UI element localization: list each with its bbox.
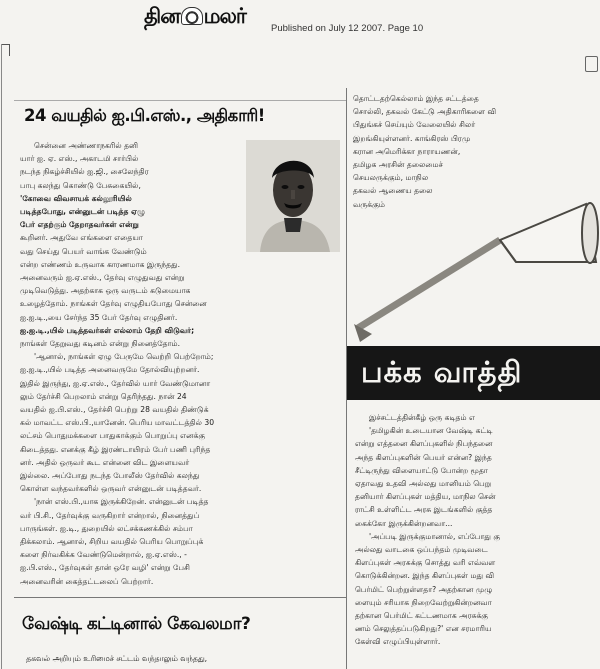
second-headline: வேஷ்டி கட்டினால் கேவலமா? [22, 614, 251, 634]
lower-line: பெர்மிட் பெற்றுள்ளதா? அதற்கான முழு [355, 584, 493, 594]
body-line: 'நான் எஸ்.பி.,யாக இருக்கிறேன். என்னுடன் படித்த [34, 497, 209, 507]
body-line: லும் தேர்ச்சி பெறலாம் என்று தெரிந்தது. நான் 24 [20, 391, 187, 401]
lower-line: ணம் செலுத்தப்படுகிறது?' என சரமாரிய [355, 624, 492, 634]
continuation-line: வருக்கும் [353, 199, 385, 209]
body-line: லட்சம் பொதுமக்களை பாதுகாக்கும் பொறுப்பு எனக்கு [20, 431, 206, 441]
body-line: ஐ.பி.எஸ்., தேர்வுகள் தான் ஒரே வழி' என்று பேசி [20, 563, 190, 573]
continuation-line: இறங்கியுள்ளனர். காங்கிரஸ் பிரமு [353, 133, 471, 143]
intro-line: 'கோவை விவசாயக் கல்லூரியில் [20, 193, 132, 203]
body-line: உழைத்தோம். நாங்கள் தேர்வு எழுதியபோது சென்னை [20, 299, 207, 309]
body-line: இதில் இருந்து, ஐ.ஏ.எஸ்., தேர்வில் யார் வேண்டுமானா [20, 378, 211, 388]
right-column-lower [355, 411, 600, 649]
masthead-part1: தின [144, 4, 180, 28]
body-line: இல்லை. அப்போது நடந்த போலீஸ் தேர்வில் கலந்து [20, 471, 200, 481]
body-line: ஐ.ஐ.டி.,யை சேர்ந்த 35 பேர் தேர்வு எழுதினர். [20, 312, 178, 322]
column-banner [347, 346, 600, 400]
body-line: அனைவரும் ஐ.ஏ.எஸ்., தேர்வு எழுதுவது என்று [20, 273, 185, 283]
body-line: என்ற எண்ணம் உருவாக காரணமாக இருந்தது. [20, 259, 181, 269]
body-line: ஐ.ஐ.டி.,யில் படித்த அனைவருமே தோல்வியுற்றனர். [20, 365, 200, 375]
lower-line: தனியார் கிளப்புகள் மத்திய, மாநில சென் [355, 492, 496, 502]
article-divider [14, 597, 346, 598]
intro-line: யார் ஐ. ஏ. எஸ்., அகாடமி சார்பில் [20, 154, 139, 164]
lower-line: கொடுக்கின்றன. இந்த கிளப்புகள் மது வி [355, 571, 495, 581]
body-line: நாங்கள் தேறுவது கடினம் என்று நினைத்தோம். [20, 339, 181, 349]
column-banner-title: பக்க வாத்தி [361, 355, 523, 389]
continuation-line: தகவல் ஆணைய தலை [353, 186, 433, 196]
continuation-line: தொட்டதற்கெல்லாம் இந்த சட்டத்தை [353, 94, 479, 103]
body-line: வயதில் ஐ.பி.எஸ்., தேர்ச்சி பெற்று 28 வயதில் திண்டுக் [20, 405, 209, 415]
lower-line: அந்த கிளப்புகளின் பெயர் என்ன? இந்த [355, 452, 492, 462]
body-line: கூறினர். அதுவே எங்களை எதையா [20, 233, 143, 243]
body-line: வர் பி.சி., தேர்வுக்கு வருகிறார் என்றால், நினைத்துப் [20, 510, 200, 520]
body-line: களை நிர்வகிக்க வேண்டுமென்றால், ஐ.ஏ.எஸ்., - [20, 550, 187, 560]
body-line: னர். அதில் ஒருவர் கூட என்னை விட இளையவர் [20, 457, 190, 467]
corner-mark-vertical [9, 44, 10, 56]
left-page-edge [1, 44, 2, 669]
intro-line: சென்னை அண்ணாநகரில் தனி [34, 141, 139, 150]
corner-mark [2, 44, 9, 45]
lower-line: கேள்வி எழுப்பியுள்ளார். [355, 637, 441, 647]
body-line: பேர் எதற்கும் தேறாதவர்கள் என்று [20, 220, 139, 230]
top-divider [14, 100, 346, 101]
body-line: அனைவரின் கைத்தட்டலைப் பெற்றார். [20, 576, 154, 586]
body-line: திக்கலாம். ஆனால், சிறிய வயதில் பெரிய பொறுப்புக் [20, 537, 204, 547]
right-column-continuation [353, 92, 600, 211]
masthead-logo-icon [181, 7, 203, 25]
lower-line: அல்லது வாடகை ஒப்பந்தம் முடிவடை [355, 545, 488, 555]
lower-line: ளையும் சரியாக நிறைவேற்றுகின்றனவா [355, 597, 492, 607]
article-intro [20, 139, 245, 205]
lower-line: ஏதாவது உதவி அல்லது மானியம் பெறு [355, 479, 492, 489]
body-line: கிடைத்தது. எனக்கு கீழ் இரண்டாயிரம் பேர் பணி புரிந்த [20, 444, 211, 454]
body-line: படித்தபோது, என்னுடன் படித்த ஏழு [20, 207, 146, 216]
lower-line: ராட்சி உள்ளிட்ட அரசு இடங்களில் குத்த [355, 505, 493, 515]
continuation-line: பிதுங்கச் செய்யும் வேலையில் சிலர் [353, 120, 476, 130]
lower-line: தற்கான பெர்மிட் கட்டணமாக அரசுக்கு [355, 611, 489, 621]
masthead-part2: மலர் [203, 4, 246, 28]
lower-line: கைக்கோ இருக்கின்றனவா... [355, 518, 453, 528]
body-line: வது செய்து பெயர் வாங்க வேண்டும் [20, 246, 147, 256]
publication-info: Published on July 12 2007. Page 10 [271, 23, 424, 34]
masthead [144, 4, 246, 31]
intro-line: நடந்த நிகழ்ச்சியில் ஐ.ஜி., சைலேந்திர [20, 167, 149, 177]
lower-line: என்று எத்தனை கிளப்புகளில் நிபந்தனை [355, 439, 493, 449]
lower-line: சீட்டிருந்து விளையாட்டு போன்ற மூதா [355, 465, 488, 475]
body-line: முடிவெடுத்து. அதற்காக ஒரு வருடம் கடுமையாக [20, 286, 191, 296]
continuation-line: தமிழக அரசின் தலைமைச் [353, 160, 443, 170]
lower-line: 'அப்படி இருக்குமானால், எப்போது கு [369, 531, 501, 541]
continuation-line: சொல்லி, தகவல் கேட்டு அதிகாரிகளை வி [353, 107, 497, 117]
body-line: 'ஆனால், நாங்கள் ஏழு பேருமே வெற்றி பெற்றோம்; [34, 352, 214, 362]
intro-line: பாபு கலந்து கொண்டு பேசுகையில், [20, 180, 141, 190]
body-line: பாருங்கள். ஐ.டி., துறையில் லட்சக்கணக்கில் சம்பா [20, 523, 193, 533]
body-line: கொள்ள வந்தவர்களில் ஒருவர் என்னுடன் படித்தவர். [20, 484, 202, 494]
continuation-line: கரான அமெரிக்கா நாராயணன், [353, 146, 461, 156]
lower-line: 'தமிழகின் உடையான வேஷ்டி கட்டி [369, 426, 493, 436]
continuation-line: செயலருக்கும், மாநில [353, 173, 429, 183]
page-header [0, 0, 600, 44]
article-body [20, 205, 342, 588]
article-headline: 24 வயதில் ஐ.பி.எஸ்., அதிகாரி! [24, 106, 265, 125]
body-line: கல் மாவட்ட எஸ்.பி.,யானேன். பெரிய மாவட்டத்தில் 30 [20, 418, 215, 428]
trumpet-illustration [350, 200, 600, 346]
second-article-first-line: தகவல் அறியும் உரிமைச் சட்டம் வந்தாலும் வந்தது, [26, 654, 208, 663]
lower-line: இச்சட்டத்தின்கீழ் ஒரு கடிதம் எ [369, 413, 475, 422]
tray-icon [585, 56, 598, 72]
body-line: ஐ.ஐ.டி.,யில் படித்தவர்கள் எல்லாம் தேறி விடுவர்; [20, 325, 195, 335]
lower-line: கிளப்புகள் அரசுக்கு சொத்து வரி எவ்வள [355, 558, 496, 568]
